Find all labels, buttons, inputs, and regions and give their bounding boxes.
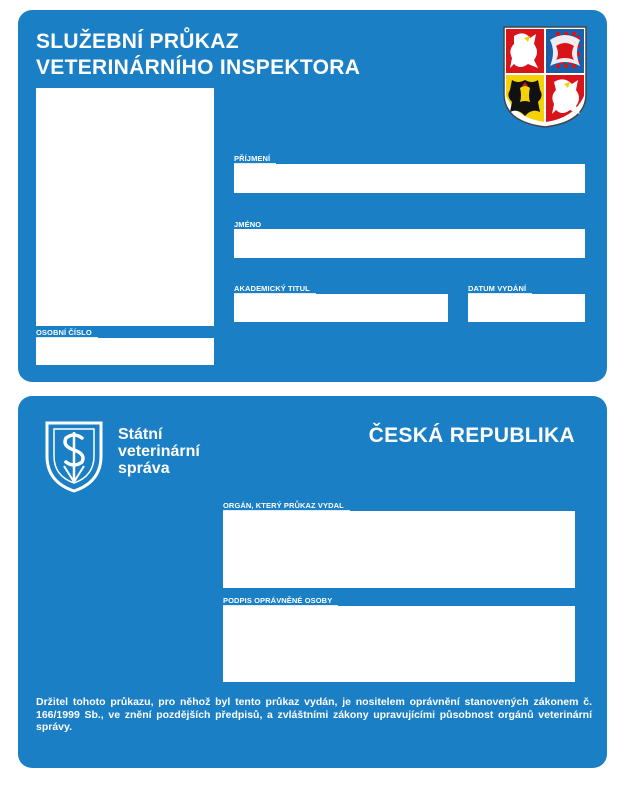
surname-label: PŘÍJMENÍ bbox=[234, 154, 271, 163]
personal-number-label: OSOBNÍ ČÍSLO bbox=[36, 328, 92, 337]
country-title: ČESKÁ REPUBLIKA bbox=[368, 424, 575, 447]
id-card-front bbox=[18, 10, 607, 382]
issuing-authority-field bbox=[223, 511, 575, 588]
id-card-back bbox=[18, 396, 607, 768]
czech-coat-of-arms-icon bbox=[500, 24, 590, 129]
first-name-field bbox=[234, 229, 585, 258]
photo-box bbox=[36, 88, 214, 326]
state-veterinary-administration-logo-icon bbox=[44, 420, 104, 494]
logo-text-line-1: Státní bbox=[118, 426, 163, 443]
issuing-authority-label: ORGÁN, KTERÝ PRŮKAZ VYDAL bbox=[223, 501, 344, 510]
academic-title-label: AKADEMICKÝ TITUL bbox=[234, 284, 310, 293]
card-title-line-2: VETERINÁRNÍHO INSPEKTORA bbox=[36, 56, 361, 79]
authorized-signature-label: PODPIS OPRÁVNĚNÉ OSOBY bbox=[223, 596, 333, 605]
issue-date-field bbox=[468, 294, 585, 322]
legal-notice: Držitel tohoto průkazu, pro něhož byl tento průkaz vydán, je nositelem oprávnění stanovených zákonem č. 166/1999 Sb., ve znění pozdějších předpisů, a zvláštními zákony upravujícími působnost orgánů veterinární správy. bbox=[36, 696, 592, 733]
first-name-label: JMÉNO bbox=[234, 220, 262, 229]
logo-text-line-3: správa bbox=[118, 460, 170, 477]
personal-number-field bbox=[36, 338, 214, 365]
surname-field bbox=[234, 164, 585, 193]
authorized-signature-field bbox=[223, 606, 575, 682]
academic-title-field bbox=[234, 294, 448, 322]
logo-text-line-2: veterinární bbox=[118, 443, 200, 460]
card-title-line-1: SLUŽEBNÍ PRŮKAZ bbox=[36, 30, 239, 53]
issue-date-label: DATUM VYDÁNÍ bbox=[468, 284, 527, 293]
